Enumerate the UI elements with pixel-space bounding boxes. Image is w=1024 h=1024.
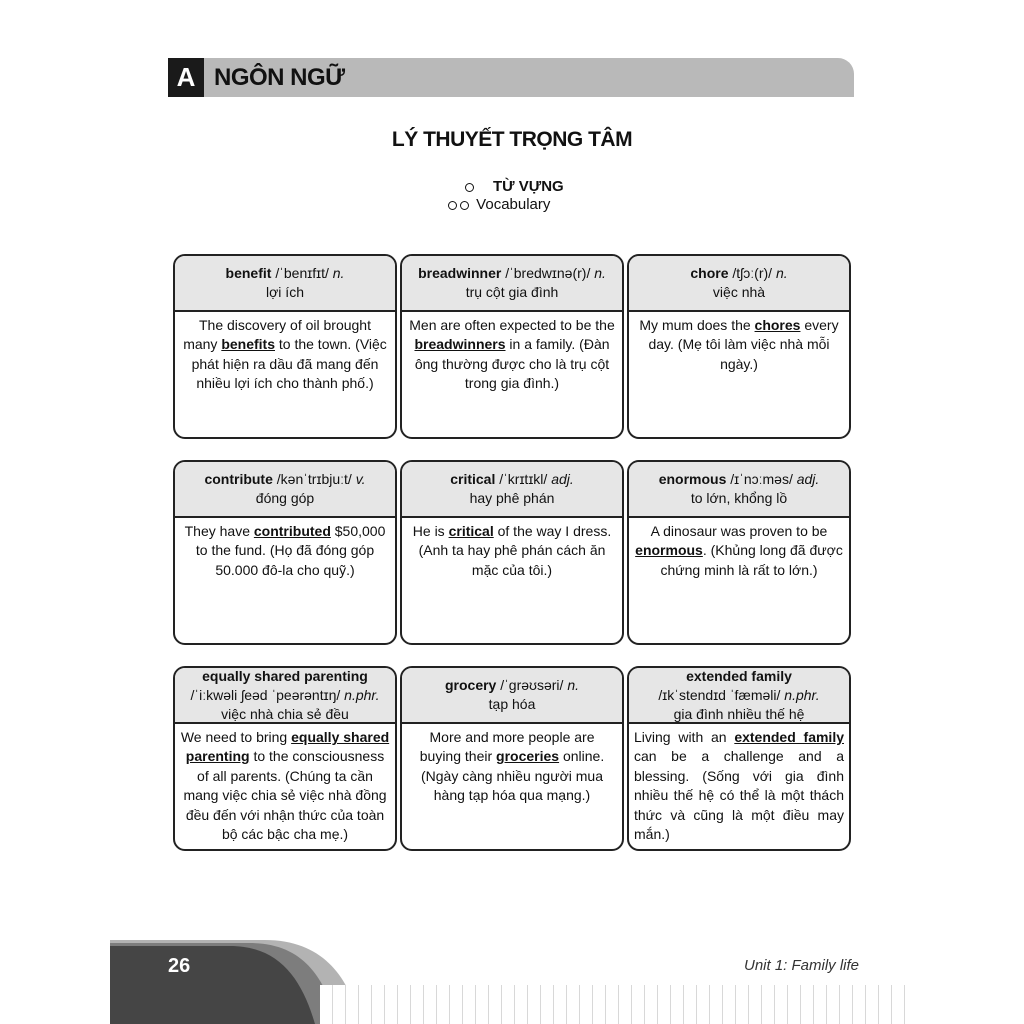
example-text: He is (412, 523, 449, 539)
vocab-card-header (402, 668, 622, 724)
vocab-term-line (629, 667, 849, 686)
vocab-term-line (402, 470, 622, 489)
vocab-card-header (402, 462, 622, 518)
word-class: adj. (796, 471, 820, 487)
vocab-meaning (629, 283, 849, 302)
section-title-en: Vocabulary (476, 196, 551, 213)
example-text: . (Khủng long đã được chứng minh là rất to lớn.) (660, 542, 843, 578)
vocab-word: contribute (204, 471, 273, 487)
vocab-card-header (629, 462, 849, 518)
vocab-term-line (402, 264, 622, 283)
vocab-text: /ˈiːkwəli ʃeəd ˈpeərəntɪŋ/ (190, 686, 345, 703)
example-text: to the town. (Việc phát hiện ra dầu đã mang đến nhiều lợi ích cho thành phố.) (191, 336, 387, 392)
vocab-card-header (175, 668, 395, 724)
vocab-text: /kənˈtrɪbjuːt/ (272, 471, 356, 487)
vocab-word: enormous (658, 471, 727, 487)
section-header-bar (168, 58, 854, 97)
vocab-meaning (629, 489, 849, 508)
vocab-word: extended family (686, 667, 792, 684)
vocab-card-header (175, 462, 395, 518)
vocab-meaning (175, 705, 395, 724)
vocab-example (175, 518, 395, 584)
vocab-text: /ɪkˈstendɪd ˈfæməli/ (658, 686, 785, 703)
vocab-example (402, 312, 622, 398)
highlighted-word: breadwinners (414, 336, 506, 353)
vocab-example (402, 518, 622, 584)
vocab-meaning (629, 705, 849, 724)
word-class: adj. (551, 471, 574, 487)
vocab-card (173, 666, 397, 851)
vocab-text: /tʃɔː(r)/ (728, 265, 776, 281)
example-text: online. (Ngày càng nhiều người mua hàng tạp hóa qua mạng.) (421, 748, 605, 804)
vocab-card (400, 666, 624, 851)
example-text: The discovery of oil brought many (183, 317, 371, 353)
highlighted-word: equally shared parenting (185, 729, 390, 765)
section-title-vi: TỪ VỰNG (493, 178, 564, 195)
highlighted-word: critical (448, 523, 494, 539)
vocab-meaning (175, 489, 395, 508)
highlighted-word: chores (754, 317, 801, 333)
vocab-card-header (629, 668, 849, 724)
vocab-term-line (175, 686, 395, 705)
vocab-term-line (629, 264, 849, 283)
vocab-example (629, 724, 849, 848)
footer-stripes (320, 985, 914, 1024)
vocab-card (627, 460, 851, 645)
circle-bullet-icon (465, 183, 474, 192)
word-class: v. (355, 471, 366, 487)
vocab-text: /ɪˈnɔːməs/ (726, 471, 797, 487)
example-text: We need to bring (180, 729, 292, 745)
vocab-example (629, 312, 849, 378)
vocab-text: gia đình nhiều thế hệ (673, 705, 805, 722)
example-text: They have (184, 523, 254, 539)
vocab-example (175, 724, 395, 848)
circle-bullet-icon (448, 201, 457, 210)
vocab-example (175, 312, 395, 398)
vocab-meaning (402, 489, 622, 508)
word-class: n. (775, 265, 788, 281)
vocab-term-line (175, 264, 395, 283)
vocab-word: breadwinner (418, 265, 502, 281)
example-text: More and more people are buying their (419, 729, 595, 765)
vocab-meaning (402, 283, 622, 302)
page-title: LÝ THUYẾT TRỌNG TÂM (391, 128, 633, 151)
vocab-term-line (175, 667, 395, 686)
example-text: $50,000 to the fund. (Họ đã đóng góp 50.000 đô-la cho quỹ.) (195, 523, 386, 578)
word-class: n. (332, 265, 345, 281)
vocab-example (402, 724, 622, 810)
vocab-card-header (629, 256, 849, 312)
vocab-term-line (175, 470, 395, 489)
highlighted-word: extended family (734, 729, 844, 745)
example-text: A dinosaur was proven to be (650, 523, 828, 539)
vocab-text: trụ cột gia đình (465, 284, 559, 300)
vocabulary-heading (448, 178, 588, 214)
vocab-word: chore (690, 265, 729, 281)
vocab-text: /ˈɡrəʊsəri/ (496, 677, 568, 693)
vocab-text: lợi ích (266, 284, 304, 300)
vocab-card-header (175, 256, 395, 312)
vocab-text: đóng góp (255, 490, 315, 506)
example-text: to the consciousness of all parents. (Chúng ta cần mang việc chia sẻ việc nhà đồng đều đến với nhận thức của toàn bộ các bậc cha mẹ.) (183, 748, 387, 843)
vocab-card (173, 460, 397, 645)
highlighted-word: benefits (221, 336, 275, 353)
example-text: Living with an (634, 729, 735, 745)
section-letter: A (168, 58, 204, 97)
highlighted-word: contributed (253, 523, 331, 539)
section-title: NGÔN NGỮ (214, 64, 345, 91)
example-text: of the way I dress. (Anh ta hay phê phán cách ăn mặc của tôi.) (418, 523, 612, 578)
example-text: My mum does the (639, 317, 755, 333)
example-text: in a family. (Đàn ông thường được cho là trụ cột trong gia đình.) (414, 336, 610, 392)
vocab-card-header (402, 256, 622, 312)
vocab-text: hay phê phán (469, 490, 555, 506)
vocab-meaning (175, 283, 395, 302)
vocab-card (400, 254, 624, 439)
vocab-text: việc nhà chia sẻ đều (221, 705, 349, 722)
word-class: n. (594, 265, 606, 281)
vocab-text: to lớn, khổng lồ (690, 490, 788, 506)
word-class: n. (567, 677, 580, 693)
vocab-example (629, 518, 849, 584)
vocab-term-line (402, 676, 622, 695)
vocab-card (173, 254, 397, 439)
vocab-card (627, 666, 851, 851)
vocab-word: critical (450, 471, 496, 487)
vocab-text: /ˈkrɪtɪkl/ (495, 471, 552, 487)
example-text: can be a challenge and a blessing. (Sống với gia đình nhiều thế hệ có thể là một thách thức và cũng là một điều may mắn.) (634, 748, 844, 843)
vocab-term-line (629, 686, 849, 705)
vocab-card (400, 460, 624, 645)
example-text: Men are often expected to be the (409, 317, 615, 333)
vocab-text: /ˈbenɪfɪt/ (271, 265, 333, 281)
vocab-card (627, 254, 851, 439)
vocab-meaning (402, 695, 622, 714)
vocab-text: /ˈbredwɪnə(r)/ (501, 265, 595, 281)
word-class: n.phr. (784, 686, 820, 703)
word-class: n.phr. (344, 686, 380, 703)
highlighted-word: enormous (635, 542, 703, 559)
highlighted-word: groceries (496, 748, 560, 765)
vocab-word: equally shared parenting (202, 667, 368, 684)
vocab-text: tạp hóa (488, 696, 536, 712)
page-number: 26 (168, 955, 191, 977)
circle-bullet-icon (460, 201, 469, 210)
vocab-word: benefit (225, 265, 272, 281)
example-text: every day. (Mẹ tôi làm việc nhà mỗi ngày.) (648, 317, 839, 372)
vocab-term-line (629, 470, 849, 489)
vocab-text: việc nhà (712, 284, 766, 300)
vocab-word: grocery (444, 677, 497, 693)
unit-label: Unit 1: Family life (744, 957, 860, 974)
